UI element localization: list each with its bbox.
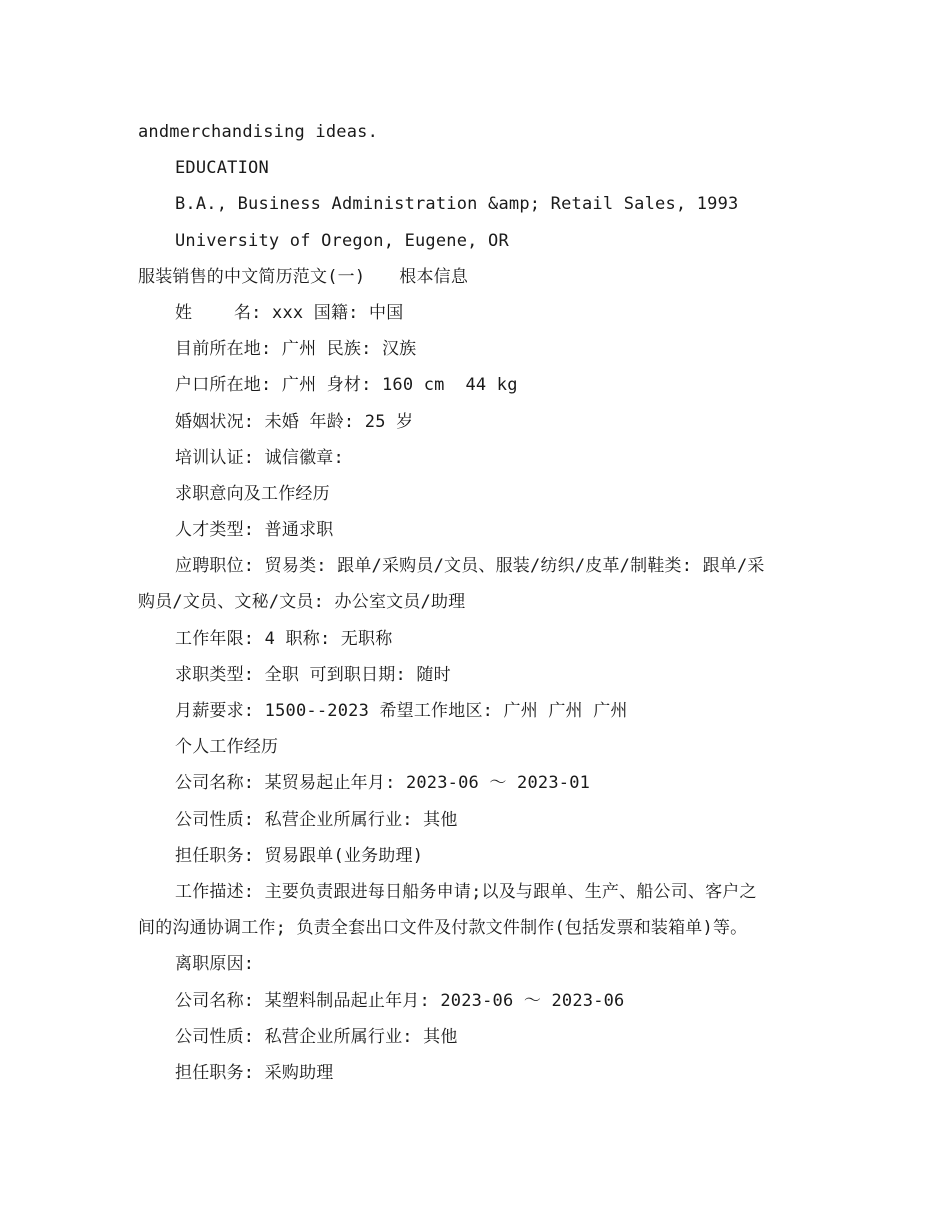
field-talent-type: 人才类型: 普通求职 bbox=[175, 520, 334, 541]
field-position-1: 担任职务: 贸易跟单(业务助理) bbox=[175, 845, 424, 866]
field-applied-position-cont: 购员/文员、文秘/文员: 办公室文员/助理 bbox=[138, 592, 466, 613]
field-applied-position: 应聘职位: 贸易类: 跟单/采购员/文员、服装/纺织/皮革/制鞋类: 跟单/采 bbox=[175, 556, 765, 577]
text-line-university: University of Oregon, Eugene, OR bbox=[175, 230, 509, 251]
section-heading-job-intent: 求职意向及工作经历 bbox=[175, 483, 330, 504]
field-company-1: 公司名称: 某贸易起止年月: 2023-06 ～ 2023-01 bbox=[175, 773, 591, 794]
field-hukou-body: 户口所在地: 广州 身材: 160 cm 44 kg bbox=[175, 375, 518, 396]
field-name-nationality: 姓 名: xxx 国籍: 中国 bbox=[175, 302, 404, 323]
field-company-2: 公司名称: 某塑料制品起止年月: 2023-06 ～ 2023-06 bbox=[175, 990, 625, 1011]
field-position-2: 担任职务: 采购助理 bbox=[175, 1062, 334, 1083]
resume-title-line bbox=[138, 259, 818, 295]
field-company-type-1: 公司性质: 私营企业所属行业: 其他 bbox=[175, 809, 458, 830]
text-line-continuation: andmerchandising ideas. bbox=[138, 122, 379, 142]
field-years-title: 工作年限: 4 职称: 无职称 bbox=[175, 628, 393, 649]
field-location-ethnicity: 目前所在地: 广州 民族: 汉族 bbox=[175, 339, 417, 360]
resume-text-body bbox=[138, 114, 818, 1091]
field-marital-age: 婚姻状况: 未婚 年龄: 25 岁 bbox=[175, 411, 414, 432]
section-heading-basic-info: 根本信息 bbox=[399, 266, 469, 287]
field-leave-reason-1: 离职原因: bbox=[175, 954, 255, 975]
section-heading-education: EDUCATION bbox=[175, 158, 269, 179]
field-description-1-cont: 间的沟通协调工作; 负责全套出口文件及付款文件制作(包括发票和装箱单)等。 bbox=[138, 918, 748, 939]
text-line-degree: B.A., Business Administration &amp; Retail Sales, 1993 bbox=[175, 194, 739, 215]
section-heading-work-history: 个人工作经历 bbox=[175, 737, 279, 758]
field-certification: 培训认证: 诚信徽章: bbox=[175, 447, 344, 468]
resume-title: 服装销售的中文简历范文(一) bbox=[138, 266, 366, 287]
field-job-type: 求职类型: 全职 可到职日期: 随时 bbox=[175, 664, 451, 685]
field-description-1: 工作描述: 主要负责跟进每日船务申请;以及与跟单、生产、船公司、客户之 bbox=[175, 881, 757, 902]
field-salary-area: 月薪要求: 1500--2023 希望工作地区: 广州 广州 广州 bbox=[175, 701, 628, 721]
field-company-type-2: 公司性质: 私营企业所属行业: 其他 bbox=[175, 1026, 458, 1047]
